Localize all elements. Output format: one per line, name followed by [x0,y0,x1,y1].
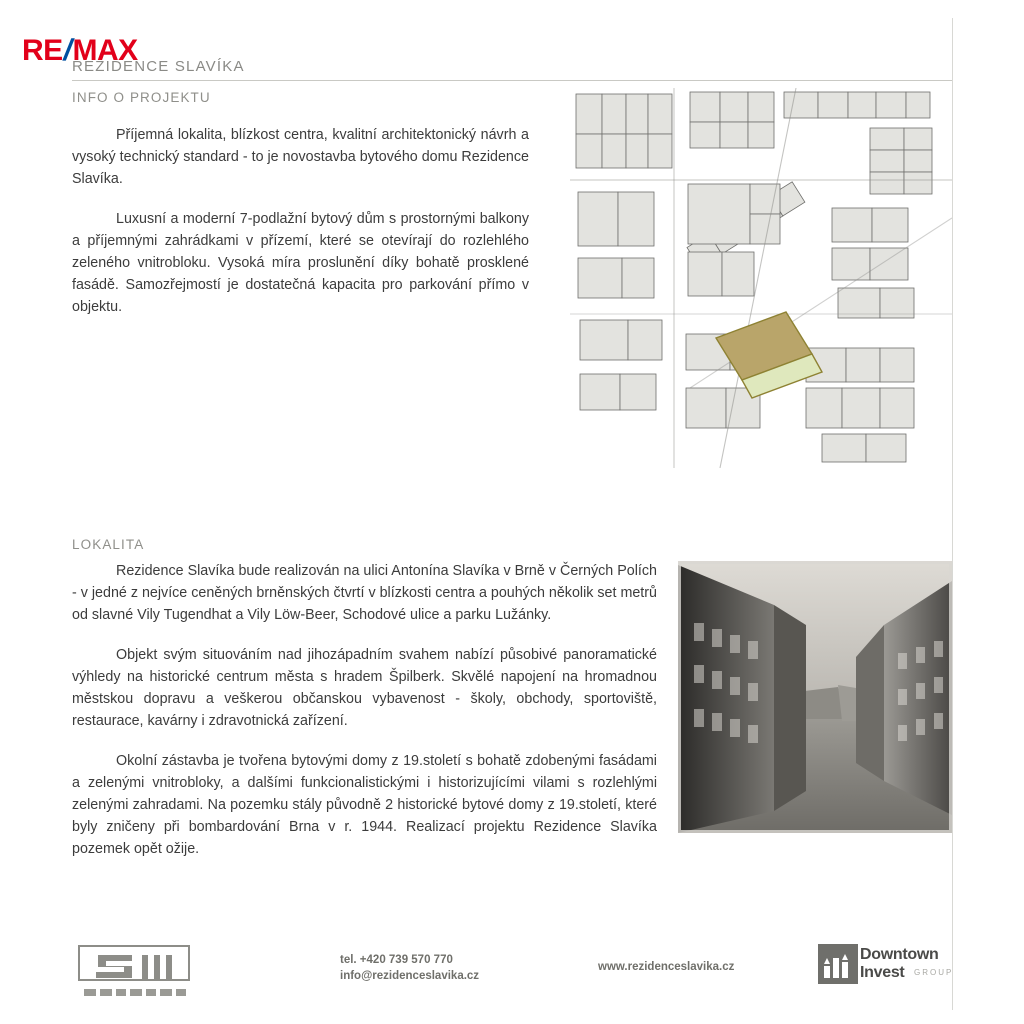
lokalita-paragraph-1: Rezidence Slavíka bude realizován na ulici Antonína Slavíka v Brně v Černých Polích - v jedné z nejvíce ceněných brněnských čtvrtí v blízkosti centra a pouhých několik set metrů od slavné Vily Tugendhat a Vily Löw-Beer, Schodové ulice a parku Lužánky. [72,563,657,623]
footer-contact [340,952,479,984]
header-divider [72,80,952,81]
footer-website[interactable]: www.rezidenceslavika.cz [598,961,735,973]
downtown-line2: Invest [860,964,905,981]
footer-phone: tel. +420 739 570 770 [340,954,453,966]
downtown-invest-logo [818,944,968,988]
info-paragraph-2: Luxusní a moderní 7-podlažní bytový dům s prostornými balkony a příjemnými zahrádkami v přízemí, které se otevírají do rozlehlého zeleného vnitrobloku. Vysoká míra proslunění díky bohatě prosklené fasádě. Samozřejmostí je dostatečná kapacita pro parkování přímo v objektu. [72,211,529,315]
right-margin-rule [952,18,953,1010]
atelier-logo [78,945,190,1001]
downtown-line1: Downtown [860,946,939,963]
lokalita-paragraph-3: Okolní zástavba je tvořena bytovými domy z 19.století s bohatě zdobenými fasádami a zelenými vnitrobloky, a dalšími funkcionalistickými i historizujícími vilami s rozlehlými zelenými zahradami. Na pozemku stály původně 2 historické bytové domy z 19.století, které byly zničeny při bombardování Brna v r. 1944. Realizací projektu Rezidence Slavíka pozemek opět ožije. [72,753,657,857]
remax-logo-re: RE [22,34,63,67]
page-title: REZIDENCE SLAVÍKA [72,58,245,75]
section-heading-lokalita: LOKALITA [72,537,145,552]
lokalita-paragraph-2: Objekt svým situováním nad jihozápadním svahem nabízí působivé panoramatické výhledy na historické centrum města s hradem Špilberk. Skvělé napojení na hromadnou městskou dopravu a veškerou občanskou vybavenost - školy, obchody, sportoviště, restaurace, kavárny i zdravotnická zařízení. [72,647,657,729]
remax-logo-slash: / [60,34,76,67]
info-paragraph-1: Příjemná lokalita, blízkost centra, kvalitní architektonický návrh a vysoký technický standard - to je novostavba bytového domu Rezidence Slavíka. [72,127,529,187]
historical-street-photograph [678,561,952,833]
section-heading-info: INFO O PROJEKTU [72,90,211,105]
lokalita-body-text [72,560,657,860]
site-plan-map [570,88,952,468]
downtown-subtitle: GROUP [914,968,954,977]
footer-email[interactable]: info@rezidenceslavika.cz [340,970,480,982]
info-body-text [72,124,529,318]
remax-logo-max: MAX [72,34,138,67]
